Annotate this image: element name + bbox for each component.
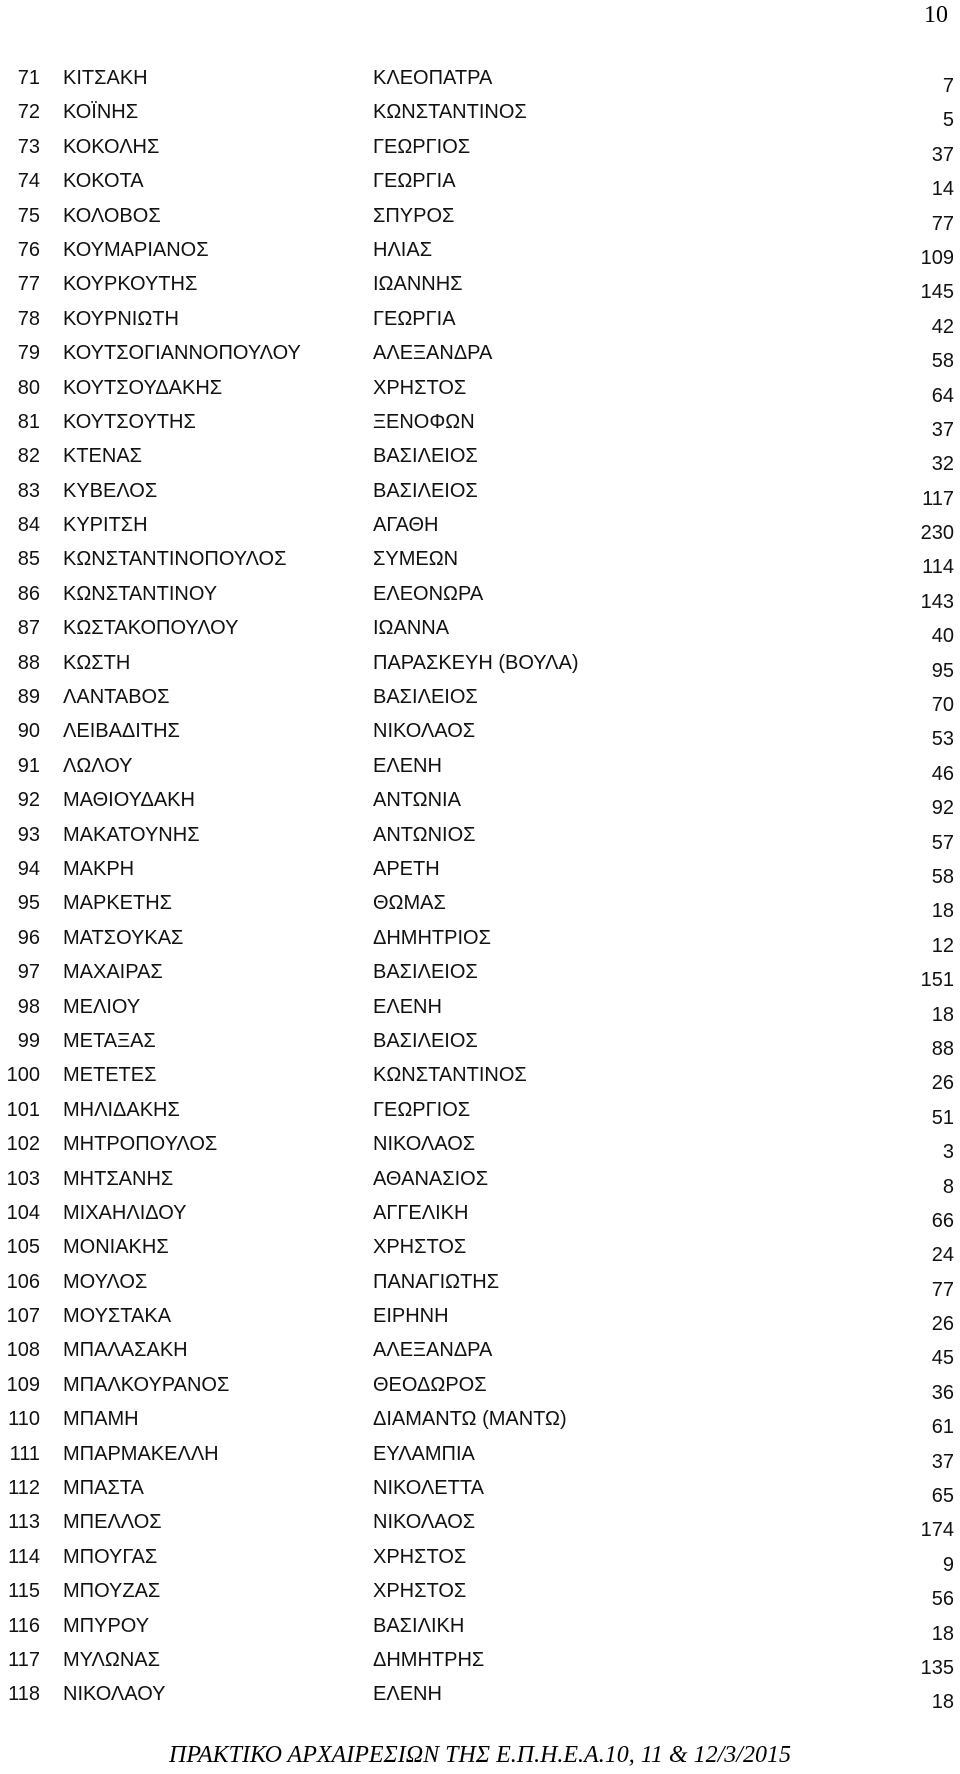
table-row — [0, 131, 960, 165]
row-number: 85 — [17, 548, 40, 571]
row-number: 92 — [17, 789, 40, 812]
vote-count: 46 — [931, 762, 954, 785]
surname: ΜΑΧΑΙΡΑΣ — [63, 961, 163, 984]
vote-count: 3 — [942, 1141, 954, 1164]
table-row — [0, 1266, 960, 1300]
row-number: 117 — [8, 1648, 40, 1671]
first-name: ΕΛΕΟΝΩΡΑ — [373, 582, 484, 605]
surname: ΜΟΥΣΤΑΚΑ — [63, 1305, 172, 1328]
row-number: 78 — [17, 307, 40, 330]
table-row — [0, 1369, 960, 1403]
first-name: ΒΑΣΙΛΙΚΗ — [373, 1614, 465, 1637]
first-name: ΞΕΝΟΦΩΝ — [373, 410, 475, 433]
surname: ΜΗΛΙΔΑΚΗΣ — [63, 1098, 180, 1121]
surname: ΚΟΚΟΛΗΣ — [63, 135, 160, 158]
surname: ΝΙΚΟΛΑΟΥ — [63, 1683, 166, 1706]
first-name: ΔΗΜΗΤΡΙΟΣ — [373, 926, 491, 949]
vote-count: 26 — [931, 1072, 954, 1095]
vote-count: 145 — [920, 281, 954, 304]
vote-count: 151 — [920, 969, 954, 992]
first-name: ΕΥΛΑΜΠΙΑ — [373, 1442, 475, 1465]
vote-count: 18 — [931, 1003, 954, 1026]
surname: ΚΟΥΤΣΟΥΔΑΚΗΣ — [63, 376, 223, 399]
row-number: 76 — [17, 238, 40, 261]
row-number: 105 — [6, 1236, 40, 1259]
first-name: ΚΩΝΣΤΑΝΤΙΝΟΣ — [373, 101, 527, 124]
surname: ΜΠΑΜΗ — [63, 1408, 139, 1431]
surname: ΜΕΤΕΤΕΣ — [63, 1064, 157, 1087]
first-name: ΠΑΡΑΣΚΕΥΗ (ΒΟΥΛΑ) — [373, 651, 579, 674]
vote-count: 57 — [931, 831, 954, 854]
vote-count: 42 — [931, 315, 954, 338]
table-row — [0, 1610, 960, 1644]
page-footer: ΠΡΑΚΤΙΚΟ ΑΡΧΑΙΡΕΣΙΩΝ ΤΗΣ Ε.Π.Η.Ε.Α.10, 11 & 12/3/2015 — [169, 1742, 791, 1768]
row-number: 89 — [17, 686, 40, 709]
row-number: 87 — [17, 617, 40, 640]
vote-count: 95 — [931, 659, 954, 682]
table-row — [0, 440, 960, 474]
table-row — [0, 1472, 960, 1506]
row-number: 102 — [6, 1133, 40, 1156]
row-number: 104 — [6, 1201, 40, 1224]
first-name: ΚΛΕΟΠΑΤΡΑ — [373, 67, 493, 89]
surname: ΜΠΕΛΛΟΣ — [63, 1511, 162, 1534]
table-row — [0, 96, 960, 130]
vote-count: 117 — [922, 487, 954, 510]
first-name: ΝΙΚΟΛΕΤΤΑ — [373, 1477, 484, 1500]
surname: ΜΕΤΑΞΑΣ — [63, 1029, 156, 1052]
surname: ΜΗΤΡΟΠΟΥΛΟΣ — [63, 1133, 218, 1156]
row-number: 73 — [17, 135, 40, 158]
vote-count: 40 — [931, 625, 954, 648]
row-number: 115 — [8, 1580, 40, 1603]
table-row — [0, 1163, 960, 1197]
table-row — [0, 647, 960, 681]
surname: ΜΠΟΥΓΑΣ — [63, 1545, 158, 1568]
surname: ΚΩΣΤΗ — [63, 651, 131, 674]
first-name: ΑΓΓΕΛΙΚΗ — [373, 1201, 469, 1224]
table-row — [0, 1094, 960, 1128]
first-name: ΒΑΣΙΛΕΙΟΣ — [373, 686, 478, 709]
first-name: ΓΕΩΡΓΙΟΣ — [373, 1098, 471, 1121]
table-row — [0, 1644, 960, 1678]
table-row — [0, 853, 960, 887]
first-name: ΒΑΣΙΛΕΙΟΣ — [373, 961, 478, 984]
first-name: ΓΕΩΡΓΙΑ — [373, 307, 456, 330]
surname: ΛΑΝΤΑΒΟΣ — [63, 686, 170, 709]
surname: ΜΑΚΡΗ — [63, 857, 135, 880]
first-name: ΧΡΗΣΤΟΣ — [373, 1580, 467, 1603]
table-row — [0, 1575, 960, 1609]
row-number: 106 — [6, 1270, 40, 1293]
table-row — [0, 784, 960, 818]
table-row — [0, 543, 960, 577]
surname: ΜΟΝΙΑΚΗΣ — [63, 1236, 169, 1259]
row-number: 93 — [17, 823, 40, 846]
row-number: 110 — [8, 1408, 40, 1431]
table-row — [0, 475, 960, 509]
surname: ΚΟΥΤΣΟΥΤΗΣ — [63, 410, 196, 433]
row-number: 109 — [6, 1373, 40, 1396]
table-row — [0, 1506, 960, 1540]
vote-count: 66 — [931, 1209, 954, 1232]
vote-count: 37 — [931, 418, 954, 441]
surname: ΛΩΛΟΥ — [63, 754, 133, 777]
first-name: ΠΑΝΑΓΙΩΤΗΣ — [373, 1270, 500, 1293]
row-number: 88 — [17, 651, 40, 674]
row-number: 111 — [9, 1442, 40, 1465]
row-number: 75 — [17, 204, 40, 227]
surname: ΚΩΝΣΤΑΝΤΙΝΟΠΟΥΛΟΣ — [63, 548, 287, 571]
vote-count: 18 — [931, 1691, 954, 1714]
row-number: 96 — [17, 926, 40, 949]
surname: ΜΥΛΩΝΑΣ — [63, 1648, 160, 1671]
row-number: 98 — [17, 995, 40, 1018]
first-name: ΒΑΣΙΛΕΙΟΣ — [373, 479, 478, 502]
row-number: 77 — [17, 273, 40, 296]
surname: ΜΠΟΥΖΑΣ — [63, 1580, 161, 1603]
surname: ΜΠΥΡΟΥ — [63, 1614, 150, 1637]
surname: ΜΗΤΣΑΝΗΣ — [63, 1167, 174, 1190]
row-number: 80 — [17, 376, 40, 399]
table-row — [0, 1334, 960, 1368]
first-name: ΑΡΕΤΗ — [373, 857, 440, 880]
first-name: ΗΛΙΑΣ — [373, 238, 433, 261]
first-name: ΑΛΕΞΑΝΔΡΑ — [373, 1339, 493, 1362]
row-number: 118 — [8, 1683, 40, 1706]
vote-count: 7 — [942, 75, 954, 97]
vote-count: 12 — [931, 934, 954, 957]
first-name: ΕΙΡΗΝΗ — [373, 1305, 449, 1328]
row-number: 113 — [8, 1511, 40, 1534]
vote-count: 18 — [931, 900, 954, 923]
surname: ΜΙΧΑΗΛΙΔΟΥ — [63, 1201, 187, 1224]
first-name: ΧΡΗΣΤΟΣ — [373, 376, 467, 399]
vote-count: 64 — [931, 384, 954, 407]
vote-count: 32 — [931, 453, 954, 476]
table-row — [0, 200, 960, 234]
table-row — [0, 612, 960, 646]
row-number: 72 — [17, 101, 40, 124]
table-row — [0, 62, 960, 96]
row-number: 112 — [8, 1477, 40, 1500]
first-name: ΝΙΚΟΛΑΟΣ — [373, 1511, 476, 1534]
row-number: 91 — [17, 754, 40, 777]
surname: ΜΕΛΙΟΥ — [63, 995, 141, 1018]
first-name: ΝΙΚΟΛΑΟΣ — [373, 720, 476, 743]
surname: ΚΟΥΡΝΙΩΤΗ — [63, 307, 179, 330]
table-row — [0, 819, 960, 853]
row-number: 81 — [17, 410, 40, 433]
first-name: ΓΕΩΡΓΙΑ — [373, 170, 456, 193]
vote-count: 61 — [931, 1416, 954, 1439]
row-number: 94 — [17, 857, 40, 880]
first-name: ΔΙΑΜΑΝΤΩ (ΜΑΝΤΩ) — [373, 1408, 567, 1431]
vote-count: 14 — [931, 178, 954, 201]
table-row — [0, 1197, 960, 1231]
table-row — [0, 956, 960, 990]
row-number: 95 — [17, 892, 40, 915]
first-name: ΚΩΝΣΤΑΝΤΙΝΟΣ — [373, 1064, 527, 1087]
vote-count: 143 — [920, 590, 954, 613]
surname: ΜΠΑΛΚΟΥΡΑΝΟΣ — [63, 1373, 230, 1396]
surname: ΜΑΤΣΟΥΚΑΣ — [63, 926, 184, 949]
table-row — [0, 922, 960, 956]
table-row — [0, 1059, 960, 1093]
surname: ΚΥΡΙΤΣΗ — [63, 514, 148, 537]
vote-count: 8 — [942, 1175, 954, 1198]
vote-count: 65 — [931, 1485, 954, 1508]
table-row — [0, 509, 960, 543]
row-number: 116 — [8, 1614, 40, 1637]
surname: ΚΩΝΣΤΑΝΤΙΝΟΥ — [63, 582, 218, 605]
surname: ΜΠΑΛΑΣΑΚΗ — [63, 1339, 188, 1362]
vote-count: 174 — [920, 1519, 954, 1542]
first-name: ΑΓΑΘΗ — [373, 514, 439, 537]
surname: ΚΟΪΝΗΣ — [63, 101, 139, 124]
candidate-list — [0, 62, 960, 1713]
surname: ΚΟΚΟΤΑ — [63, 170, 144, 193]
vote-count: 18 — [931, 1622, 954, 1645]
table-row — [0, 337, 960, 371]
first-name: ΕΛΕΝΗ — [373, 754, 442, 777]
vote-count: 9 — [942, 1553, 954, 1576]
surname: ΜΠΑΡΜΑΚΕΛΛΗ — [63, 1442, 219, 1465]
row-number: 83 — [17, 479, 40, 502]
surname: ΜΑΡΚΕΤΗΣ — [63, 892, 173, 915]
table-row — [0, 165, 960, 199]
first-name: ΝΙΚΟΛΑΟΣ — [373, 1133, 476, 1156]
vote-count: 114 — [922, 556, 954, 579]
first-name: ΔΗΜΗΤΡΗΣ — [373, 1648, 485, 1671]
table-row — [0, 372, 960, 406]
row-number: 74 — [17, 170, 40, 193]
vote-count: 37 — [931, 143, 954, 166]
vote-count: 51 — [931, 1106, 954, 1129]
surname: ΛΕΙΒΑΔΙΤΗΣ — [63, 720, 180, 743]
table-row — [0, 1541, 960, 1575]
row-number: 107 — [6, 1305, 40, 1328]
row-number: 71 — [17, 67, 40, 89]
row-number: 108 — [6, 1339, 40, 1362]
row-number: 90 — [17, 720, 40, 743]
vote-count: 26 — [931, 1313, 954, 1336]
surname: ΜΟΥΛΟΣ — [63, 1270, 148, 1293]
vote-count: 77 — [931, 212, 954, 235]
first-name: ΕΛΕΝΗ — [373, 1683, 442, 1706]
surname: ΚΟΥΜΑΡΙΑΝΟΣ — [63, 238, 209, 261]
table-row — [0, 406, 960, 440]
table-row — [0, 1678, 960, 1712]
row-number: 100 — [6, 1064, 40, 1087]
vote-count: 37 — [931, 1450, 954, 1473]
vote-count: 58 — [931, 350, 954, 373]
first-name: ΑΝΤΩΝΙΑ — [373, 789, 461, 812]
row-number: 97 — [17, 961, 40, 984]
first-name: ΧΡΗΣΤΟΣ — [373, 1236, 467, 1259]
vote-count: 92 — [931, 797, 954, 820]
row-number: 86 — [17, 582, 40, 605]
vote-count: 88 — [931, 1037, 954, 1060]
table-row — [0, 681, 960, 715]
vote-count: 70 — [931, 694, 954, 717]
vote-count: 45 — [931, 1347, 954, 1370]
first-name: ΣΥΜΕΩΝ — [373, 548, 459, 571]
first-name: ΧΡΗΣΤΟΣ — [373, 1545, 467, 1568]
first-name: ΑΛΕΞΑΝΔΡΑ — [373, 342, 493, 365]
surname: ΜΠΑΣΤΑ — [63, 1477, 144, 1500]
vote-count: 58 — [931, 865, 954, 888]
table-row — [0, 750, 960, 784]
vote-count: 5 — [942, 109, 954, 132]
table-row — [0, 991, 960, 1025]
vote-count: 24 — [931, 1244, 954, 1267]
row-number: 103 — [6, 1167, 40, 1190]
vote-count: 36 — [931, 1381, 954, 1404]
surname: ΚΟΥΤΣΟΓΙΑΝΝΟΠΟΥΛΟΥ — [63, 342, 301, 365]
first-name: ΒΑΣΙΛΕΙΟΣ — [373, 1029, 478, 1052]
vote-count: 53 — [931, 728, 954, 751]
surname: ΚΥΒΕΛΟΣ — [63, 479, 158, 502]
table-row — [0, 887, 960, 921]
surname: ΚΩΣΤΑΚΟΠΟΥΛΟΥ — [63, 617, 239, 640]
vote-count: 109 — [920, 246, 954, 269]
first-name: ΓΕΩΡΓΙΟΣ — [373, 135, 471, 158]
vote-count: 230 — [920, 522, 954, 545]
vote-count: 135 — [920, 1656, 954, 1679]
surname: ΚΙΤΣΑΚΗ — [63, 67, 148, 89]
first-name: ΒΑΣΙΛΕΙΟΣ — [373, 445, 478, 468]
table-row — [0, 1025, 960, 1059]
first-name: ΙΩΑΝΝΑ — [373, 617, 450, 640]
row-number: 99 — [17, 1029, 40, 1052]
table-row — [0, 268, 960, 302]
row-number: 79 — [17, 342, 40, 365]
first-name: ΑΝΤΩΝΙΟΣ — [373, 823, 476, 846]
row-number: 101 — [6, 1098, 40, 1121]
table-row — [0, 1438, 960, 1472]
first-name: ΣΠΥΡΟΣ — [373, 204, 455, 227]
first-name: ΘΩΜΑΣ — [373, 892, 446, 915]
row-number: 82 — [17, 445, 40, 468]
surname: ΜΑΚΑΤΟΥΝΗΣ — [63, 823, 200, 846]
table-row — [0, 1128, 960, 1162]
first-name: ΑΘΑΝΑΣΙΟΣ — [373, 1167, 489, 1190]
surname: ΚΤΕΝΑΣ — [63, 445, 143, 468]
vote-count: 56 — [931, 1588, 954, 1611]
table-row — [0, 303, 960, 337]
table-row — [0, 1403, 960, 1437]
vote-count: 77 — [931, 1278, 954, 1301]
table-row — [0, 234, 960, 268]
surname: ΚΟΥΡΚΟΥΤΗΣ — [63, 273, 198, 296]
first-name: ΙΩΑΝΝΗΣ — [373, 273, 463, 296]
table-row — [0, 578, 960, 612]
table-row — [0, 1300, 960, 1334]
surname: ΚΟΛΟΒΟΣ — [63, 204, 161, 227]
first-name: ΕΛΕΝΗ — [373, 995, 442, 1018]
surname: ΜΑΘΙΟΥΔΑΚΗ — [63, 789, 195, 812]
row-number: 84 — [17, 514, 40, 537]
first-name: ΘΕΟΔΩΡΟΣ — [373, 1373, 487, 1396]
table-row — [0, 1231, 960, 1265]
table-row — [0, 715, 960, 749]
page-number: 10 — [924, 2, 948, 28]
row-number: 114 — [8, 1545, 40, 1568]
